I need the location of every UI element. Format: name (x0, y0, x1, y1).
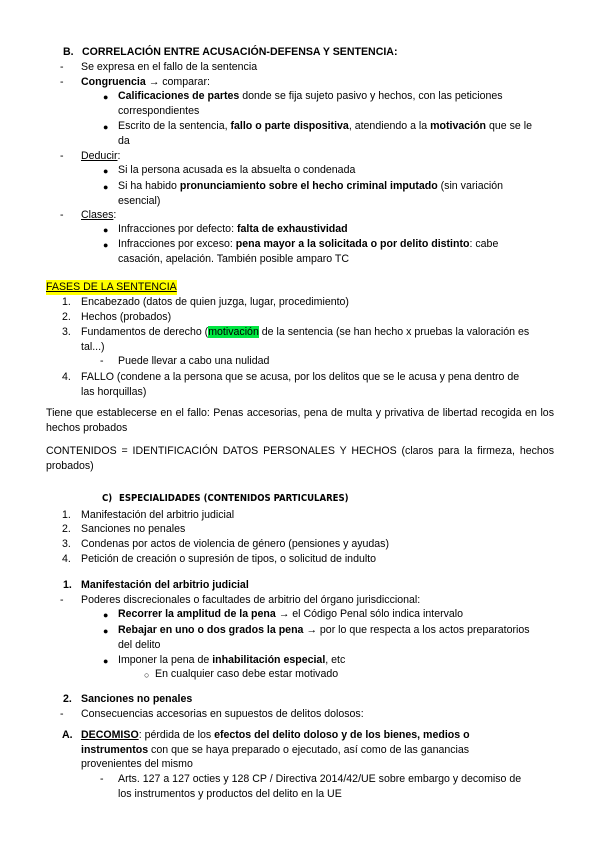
list-number: 4. (62, 553, 71, 565)
dash-bullet: - (100, 355, 104, 367)
paragraph: Tiene que establecerse en el fallo: Penas accesorias, pena de multa y privativa de libertad recogida en los hechos probados (46, 407, 554, 434)
circle-bullet-icon: ○ (144, 670, 150, 680)
list-number: 3. (62, 326, 71, 338)
decomiso-line: DECOMISO: pérdida de los efectos del delito doloso y de los bienes, medios o (81, 729, 470, 741)
instrumentos-line: instrumentos con que se haya preparado o ejecutado, así como de las ganancias (81, 744, 470, 756)
bullet-icon: ● (103, 182, 109, 192)
text-line: da (118, 135, 130, 147)
calificaciones-line: Calificaciones de partes donde se fija sujeto pasivo y hechos, con las peticiones (118, 90, 503, 102)
text-line: los instrumentos y productos del delito en la UE (118, 788, 342, 800)
dash-bullet: - (60, 76, 64, 88)
list-number: 2. (62, 311, 71, 323)
bullet-icon: ● (103, 122, 109, 132)
list-item: Condenas por actos de violencia de género (pensiones y ayudas) (81, 538, 390, 550)
bullet-icon: ● (103, 626, 109, 636)
congruencia-line: Congruencia → comparar: (81, 76, 210, 88)
dash-bullet: - (60, 209, 64, 221)
text-line: del delito (118, 639, 161, 651)
defecto-line: Infracciones por defecto: falta de exhaustividad (118, 223, 348, 235)
list-number: 3. (62, 538, 71, 550)
rebajar-line: Rebajar en uno o dos grados la pena → por lo que respecta a los actos preparatorios (118, 624, 530, 636)
text-line: tal...) (81, 341, 105, 353)
deducir-heading: Deducir: (81, 150, 121, 162)
text-line: Arts. 127 a 127 octies y 128 CP / Directiva 2014/42/UE sobre embargo y decomiso de (118, 773, 522, 785)
escrito-line: Escrito de la sentencia, fallo o parte dispositiva, atendiendo a la motivación que se le (118, 120, 532, 132)
pronunciamiento-line: Si ha habido pronunciamiento sobre el hecho criminal imputado (sin variación (118, 180, 504, 192)
list-item: Manifestación del arbitrio judicial (81, 509, 235, 521)
list-number: 4. (62, 371, 71, 383)
bullet-icon: ● (103, 656, 109, 666)
highlight-motivacion: motivación (208, 326, 259, 338)
section-b-title: CORRELACIÓN ENTRE ACUSACIÓN-DEFENSA Y SENTENCIA: (82, 46, 398, 58)
bullet-icon: ● (103, 610, 109, 620)
list-item: Encabezado (datos de quien juzga, lugar, procedimiento) (81, 296, 349, 308)
bullet-icon: ● (103, 225, 109, 235)
bullet-icon: ● (103, 240, 109, 250)
dash-bullet: - (100, 773, 104, 785)
list-number: 2. (62, 523, 71, 535)
text-line: provenientes del mismo (81, 758, 193, 770)
text-line: Poderes discrecionales o facultades de arbitrio del órgano jurisdiccional: (81, 594, 421, 606)
paragraph: CONTENIDOS = IDENTIFICACIÓN DATOS PERSONALES Y HECHOS (claros para la firmeza, hechos probados) (46, 445, 554, 472)
list-number: 1. (62, 296, 71, 308)
bullet-icon: ● (103, 166, 109, 176)
clases-heading: Clases: (81, 209, 117, 221)
sanciones-heading: Sanciones no penales (81, 693, 193, 705)
section-c-letter: C) (102, 493, 113, 504)
section-c-title: ESPECIALIDADES (CONTENIDOS PARTICULARES) (119, 493, 349, 504)
fases-heading: FASES DE LA SENTENCIA (46, 281, 177, 293)
heading-number: 1. (63, 579, 72, 591)
list-item: Petición de creación o supresión de tipos, o solicitud de indulto (81, 553, 377, 565)
text-line: Se expresa en el fallo de la sentencia (81, 61, 258, 73)
exceso-line: Infracciones por exceso: pena mayor a la solicitada o por delito distinto: cabe (118, 238, 499, 250)
decomiso-letter: A. (62, 729, 73, 741)
dash-bullet: - (60, 61, 64, 73)
manif-heading: Manifestación del arbitrio judicial (81, 579, 249, 591)
list-item: Hechos (probados) (81, 311, 172, 323)
section-b-letter: B. (63, 46, 74, 58)
bullet-icon: ● (103, 92, 109, 102)
recorrer-line: Recorrer la amplitud de la pena → el Código Penal sólo indica intervalo (118, 608, 464, 620)
text-line: Consecuencias accesorias en supuestos de delitos dolosos: (81, 708, 364, 720)
list-item: FALLO (condene a la persona que se acusa, por los delitos que se le acusa y pena dentro de (81, 371, 520, 383)
text-line: Puede llevar a cabo una nulidad (118, 355, 270, 367)
text-line: las horquillas) (81, 386, 147, 398)
inhabilitacion-line: Imponer la pena de inhabilitación especial, etc (118, 654, 346, 666)
dash-bullet: - (60, 594, 64, 606)
text-line: esencial) (118, 195, 161, 207)
list-item: Sanciones no penales (81, 523, 186, 535)
text-line: En cualquier caso debe estar motivado (155, 668, 339, 680)
list-item: Fundamentos de derecho (motivación de la sentencia (se han hecho x pruebas la valoración es (81, 326, 530, 338)
dash-bullet: - (60, 150, 64, 162)
heading-number: 2. (63, 693, 72, 705)
text-line: casación, apelación. También posible amparo TC (118, 253, 350, 265)
list-number: 1. (62, 509, 71, 521)
dash-bullet: - (60, 708, 64, 720)
text-line: correspondientes (118, 105, 200, 117)
text-line: Si la persona acusada es la absuelta o condenada (118, 164, 356, 176)
